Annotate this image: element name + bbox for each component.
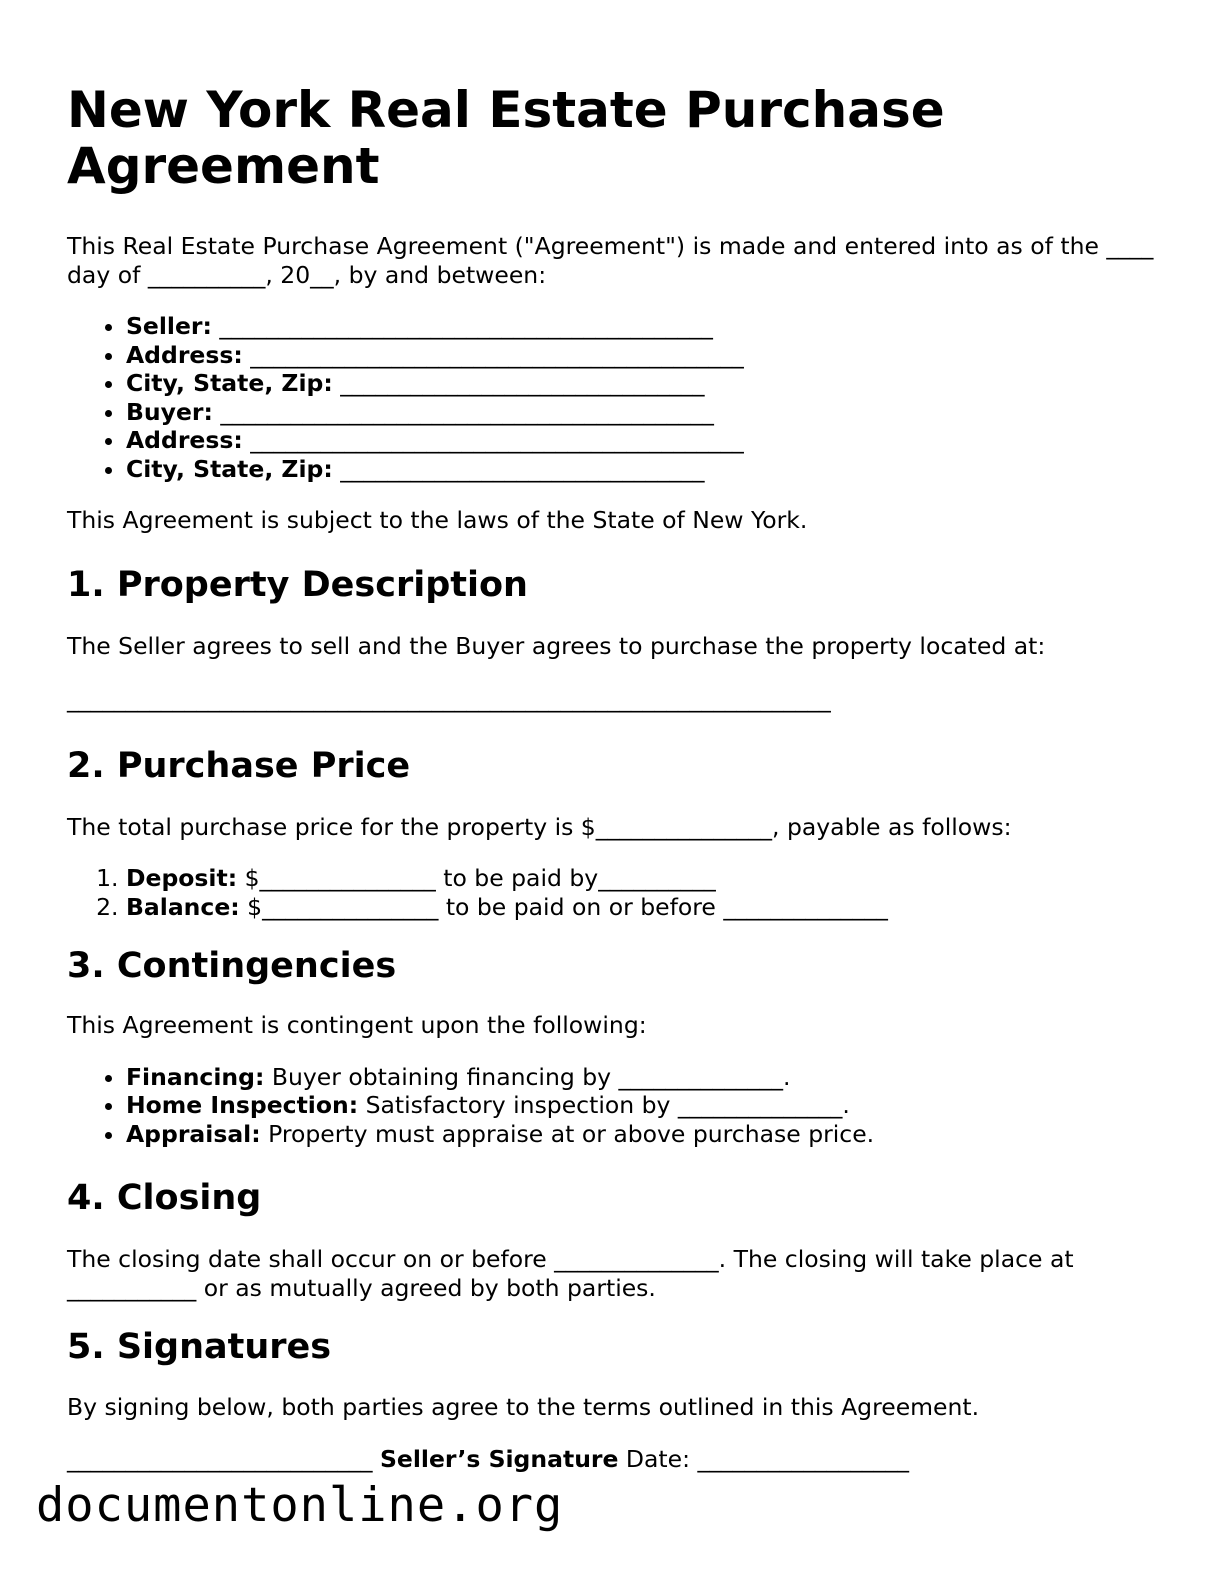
list-item — [126, 341, 1177, 370]
section-heading-contingencies: 3. Contingencies — [67, 946, 397, 986]
field-label: Appraisal: — [126, 1119, 261, 1148]
seller-signature-line — [67, 1445, 1177, 1474]
field-label: Home Inspection: — [126, 1091, 359, 1119]
item-text: Property must appraise at or above purchase price. — [260, 1119, 875, 1148]
field-label: Balance: — [126, 892, 240, 921]
item-text: Satisfactory inspection by ______________. — [358, 1091, 850, 1119]
watermark: documentonline.org — [36, 1478, 564, 1533]
contingencies-list — [67, 1063, 1177, 1149]
field-label: City, State, Zip: — [126, 454, 333, 483]
list-item — [126, 864, 1177, 893]
blank-line: __________________________________________ — [211, 312, 713, 340]
blank-line: __________________________________________ — [212, 397, 714, 426]
document-page — [67, 82, 1177, 1473]
item-text: $_______________ to be paid by__________ — [237, 864, 716, 892]
section-heading-signatures: 5. Signatures — [67, 1327, 332, 1367]
governing-law-text: This Agreement is subject to the laws of the State of New York. — [67, 506, 808, 534]
field-label: Seller: — [126, 312, 212, 340]
field-label: Address: — [126, 340, 243, 369]
closing-text: The closing date shall occur on or before ______________. The closing will take place at ___________ or as mutually agreed by both parties. — [67, 1245, 1074, 1302]
document-title: New York Real Estate Purchase Agreement — [67, 81, 945, 195]
signatures-text: By signing below, both parties agree to the terms outlined in this Agreement. — [67, 1393, 980, 1421]
signature-blank: __________________________ — [67, 1444, 380, 1473]
list-item — [126, 426, 1177, 455]
list-item — [126, 1120, 1177, 1149]
field-label: City, State, Zip: — [126, 369, 333, 397]
section-heading-property: 1. Property Description — [67, 564, 528, 605]
signature-date: Date: __________________ — [618, 1444, 909, 1473]
property-text: The Seller agrees to sell and the Buyer agrees to purchase the property located at: — [67, 631, 1046, 660]
item-text: Buyer obtaining financing by ______________. — [264, 1062, 791, 1091]
contingencies-text: This Agreement is contingent upon the following: — [67, 1011, 647, 1039]
seller-signature-label: Seller’s Signature — [379, 1444, 619, 1473]
blank-line: _______________________________ — [332, 369, 705, 397]
intro-paragraph: This Real Estate Purchase Agreement ("Agreement") is made and entered into as of the ____ day of __________, 20__, by and between: — [67, 232, 1154, 289]
blank-line: _______________________________ — [332, 454, 705, 483]
section-heading-closing: 4. Closing — [67, 1178, 262, 1218]
list-item — [126, 312, 1177, 341]
list-item — [126, 1091, 1177, 1120]
property-address-line: _________________________________________________________________ — [67, 685, 831, 713]
field-label: Address: — [126, 426, 243, 454]
section-heading-price: 2. Purchase Price — [67, 745, 411, 786]
blank-line: __________________________________________ — [242, 340, 744, 369]
payment-list — [67, 864, 1177, 921]
field-label: Deposit: — [126, 864, 238, 892]
list-item — [126, 893, 1177, 922]
item-text: $_______________ to be paid on or before ______________ — [239, 892, 888, 921]
list-item — [126, 369, 1177, 398]
price-text: The total purchase price for the property is $_______________, payable as follows: — [67, 812, 1012, 841]
parties-list — [67, 312, 1177, 483]
field-label: Buyer: — [126, 397, 213, 426]
list-item — [126, 1063, 1177, 1092]
list-item — [126, 398, 1177, 427]
blank-line: __________________________________________ — [242, 426, 744, 454]
field-label: Financing: — [126, 1062, 265, 1091]
list-item — [126, 455, 1177, 484]
